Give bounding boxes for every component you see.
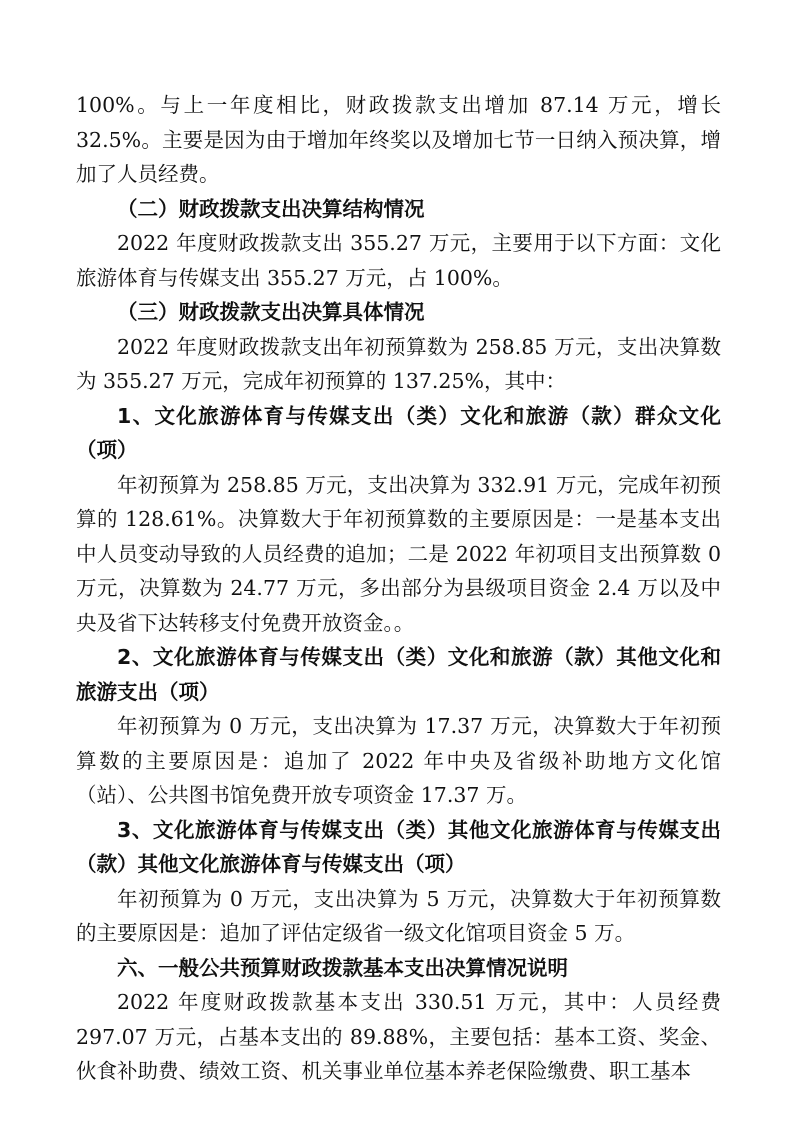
paragraph-6: 年初预算为 0 万元，支出决算为 5 万元，决算数大于年初预算数的主要原因是：追加了评估定级省一级文化馆项目资金 5 万。 — [76, 886, 721, 945]
section-heading-details: （三）财政拨款支出决算具体情况 — [117, 300, 425, 324]
paragraph-5: 年初预算为 0 万元，支出决算为 17.37 万元，决算数大于年初预算数的主要原因是：追加了 2022 年中央及省级补助地方文化馆（站）、公共图书馆免费开放专项资金 17.37 万。 — [76, 714, 721, 807]
document-page — [76, 88, 721, 1089]
section-heading-basic-expenditure: 六、一般公共预算财政拨款基本支出决算情况说明 — [117, 955, 568, 980]
section-heading-structure: （二）财政拨款支出决算结构情况 — [117, 196, 425, 221]
item-heading-3: 3、文化旅游体育与传媒支出（类）其他文化旅游体育与传媒支出（款）其他文化旅游体育与传媒支出（项） — [76, 817, 721, 876]
paragraph-7: 2022 年度财政拨款基本支出 330.51 万元，其中：人员经费 297.07 万元，占基本支出的 89.88%，主要包括：基本工资、奖金、伙食补助费、绩效工资、机关事业单位基本养老保险缴费、职工基本 — [76, 990, 721, 1083]
paragraph-3: 2022 年度财政拨款支出年初预算数为 258.85 万元，支出决算数为 355.27 万元，完成年初预算的 137.25%，其中： — [76, 334, 721, 393]
paragraph-2: 2022 年度财政拨款支出 355.27 万元，主要用于以下方面：文化旅游体育与传媒支出 355.27 万元，占 100%。 — [76, 231, 721, 290]
item-heading-2: 2、文化旅游体育与传媒支出（类）文化和旅游（款）其他文化和旅游支出（项） — [76, 645, 721, 704]
paragraph-1: 100%。与上一年度相比，财政拨款支出增加 87.14 万元，增长 32.5%。主要是因为由于增加年终奖以及增加七节一日纳入预决算，增加了人员经费。 — [76, 93, 721, 186]
paragraph-4: 年初预算为 258.85 万元，支出决算为 332.91 万元，完成年初预算的 128.61%。决算数大于年初预算数的主要原因是：一是基本支出中人员变动导致的人员经费的追加；二是 2022 年初项目支出预算数 0 万元，决算数为 24.77 万元，多出部分为县级项目资金 2.4 万以及中央及省下达转移支付免费开放资金。。 — [76, 472, 721, 635]
item-heading-1: 1、文化旅游体育与传媒支出（类）文化和旅游（款）群众文化（项） — [76, 403, 721, 462]
